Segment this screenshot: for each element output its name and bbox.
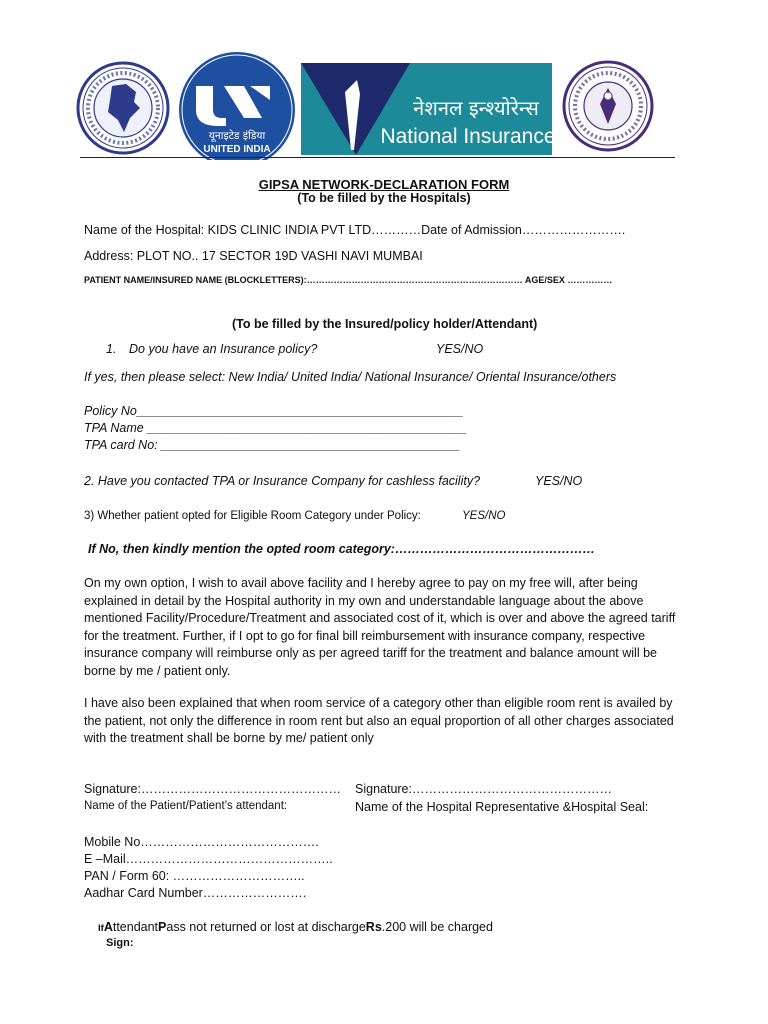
- insurer-select-line: If yes, then please select: New India/ United India/ National Insurance/ Oriental Insurance/others: [84, 370, 617, 384]
- address-line: Address: PLOT NO.. 17 SECTOR 19D VASHI NAVI MUMBAI: [84, 249, 423, 263]
- consent-paragraph-1: On my own option, I wish to avail above facility and I hereby agree to pay on my free will, after being explained in detail by the Hospital authority in my own and understandable language about the above mentioned Facility/Procedure/Treatment and associated cost of it, which is over and above the agreed tariff for the treatment. Further, if I opt to go for final bill reimbursement with insurance company, respective insurance company will reimburse only as per agreed tariff for the treatment and balance amount will be borne by me / patient only.: [84, 576, 676, 678]
- tpa-card-field: TPA card No: ___________________________________________: [84, 438, 461, 452]
- oriental-insurance-logo: [564, 62, 652, 150]
- q1-question: Do you have an Insurance policy?: [129, 342, 318, 356]
- national-hindi: नेशनल इन्श्योरेन्स: [413, 96, 539, 120]
- patient-signature-caption: Name of the Patient/Patient’s attendant:: [84, 800, 288, 812]
- hospital-signature-caption: Name of the Hospital Representative &Hospital Seal:: [355, 800, 649, 814]
- pan-field: PAN / Form 60: …………………………..: [84, 869, 305, 883]
- form-subtitle: (To be filled by the Hospitals): [297, 191, 471, 205]
- national-english: National Insurance: [380, 125, 556, 148]
- aadhar-field: Aadhar Card Number…………………….: [84, 886, 307, 900]
- pass-note-part: Rs: [365, 920, 382, 934]
- attendant-pass-note: [98, 920, 493, 934]
- national-insurance-logo: [301, 63, 556, 155]
- pass-note-part: P: [158, 920, 167, 934]
- united-india-hindi: यूनाइटेड इंडिया: [208, 130, 266, 142]
- pass-note-part: .200 will be charged: [381, 920, 493, 934]
- insurer-logos-header: [0, 0, 768, 160]
- mobile-field: Mobile No…………………………………….: [84, 835, 319, 849]
- hospital-signature-line: Signature:…………………………………………: [355, 782, 612, 796]
- patient-signature-line: Signature:…………………………………………: [84, 782, 341, 796]
- q3-answer: YES/NO: [462, 510, 506, 522]
- united-india-logo: [179, 52, 295, 160]
- pass-note-part: If: [98, 923, 104, 934]
- pass-note-part: ass not returned or lost at discharge: [166, 920, 366, 934]
- email-field: E –Mail…………………………………………..: [84, 852, 333, 866]
- form-title: GIPSA NETWORK-DECLARATION FORM: [258, 177, 510, 192]
- united-india-english: UNITED INDIA: [203, 144, 271, 155]
- room-category-line: If No, then kindly mention the opted room category:…………………………………………: [88, 542, 595, 556]
- hospital-name-line: Name of the Hospital: KIDS CLINIC INDIA PVT LTD…………Date of Admission…………………….: [84, 223, 626, 237]
- q1-answer: YES/NO: [436, 342, 484, 356]
- pass-note-part: ttendant: [112, 920, 159, 934]
- pass-note-part: A: [103, 920, 113, 934]
- q2-question: 2. Have you contacted TPA or Insurance Company for cashless facility?: [84, 474, 481, 488]
- policy-no-field: Policy No_______________________________________________: [84, 404, 464, 418]
- insured-section-heading: (To be filled by the Insured/policy holder/Attendant): [232, 317, 538, 331]
- consent-paragraph-2: I have also been explained that when room service of a category other than eligible room rent is availed by the patient, not only the difference in room rent but also an equal proportion of all other charges associated with the treatment shall be borne by me/ patient only: [84, 696, 674, 745]
- patient-name-line: PATIENT NAME/INSURED NAME (BLOCKLETTERS):……………………………………………………………… AGE/SEX ……………: [84, 275, 613, 285]
- tpa-name-field: TPA Name ______________________________________________: [84, 421, 467, 435]
- q1-number: 1.: [106, 342, 117, 356]
- q2-answer: YES/NO: [535, 474, 583, 488]
- new-india-logo: [78, 63, 168, 153]
- sign-line: Sign:: [106, 937, 134, 949]
- q3-question: 3) Whether patient opted for Eligible Room Category under Policy:: [84, 510, 421, 522]
- header-divider: [80, 157, 675, 158]
